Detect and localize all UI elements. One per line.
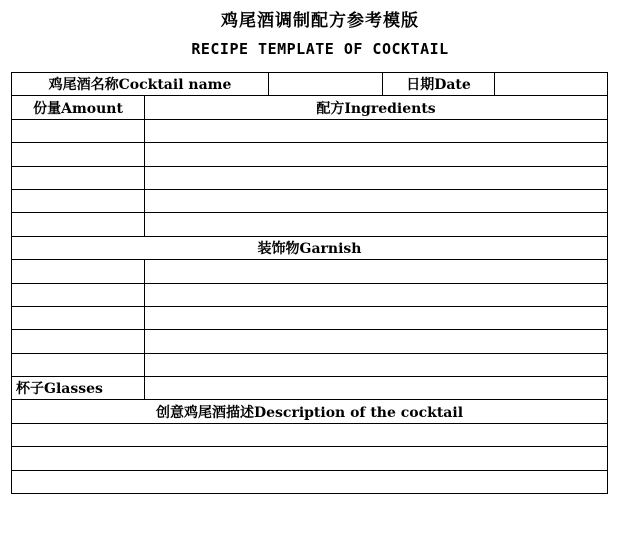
ingredient-cell[interactable] [145,166,608,189]
description-row [12,470,608,493]
date-field[interactable] [495,73,608,96]
garnish-row [12,283,608,306]
cocktail-name-label-text: 鸡尾酒名称Cocktail name [48,77,232,94]
cocktail-name-label [12,73,269,96]
garnish-header: 装饰物Garnish [12,236,608,259]
ingredient-cell[interactable] [145,143,608,166]
ingredient-cell[interactable] [145,189,608,212]
garnish-row [12,306,608,329]
date-label: 日期Date [383,73,495,96]
garnish-amount-cell[interactable] [12,330,145,353]
ingredients-header: 配方Ingredients [145,96,608,119]
description-header-row [12,400,608,423]
page-title-chinese: 鸡尾酒调制配方参考模版 [221,11,419,31]
ingredient-cell[interactable] [145,119,608,142]
glasses-row [12,377,608,400]
garnish-amount-cell[interactable] [12,260,145,283]
description-row [12,423,608,446]
garnish-cell[interactable] [145,306,608,329]
garnish-row [12,330,608,353]
description-row [12,447,608,470]
description-header: 创意鸡尾酒描述Description of the cocktail [12,400,608,423]
amount-cell[interactable] [12,166,145,189]
ingredient-row [12,189,608,212]
garnish-cell[interactable] [145,260,608,283]
page-title-english: RECIPE TEMPLATE OF COCKTAIL [191,40,449,58]
glasses-field[interactable] [145,377,608,400]
garnish-cell[interactable] [145,353,608,376]
garnish-row [12,260,608,283]
amount-cell[interactable] [12,119,145,142]
amount-cell[interactable] [12,143,145,166]
ingredient-cell[interactable] [145,213,608,236]
garnish-cell[interactable] [145,330,608,353]
description-cell[interactable] [12,470,608,493]
ingredients-header-row [12,96,608,119]
ingredient-row [12,143,608,166]
recipe-form-table [11,72,608,494]
glasses-label: 杯子Glasses [12,377,145,400]
ingredient-row [12,119,608,142]
description-cell[interactable] [12,447,608,470]
garnish-amount-cell[interactable] [12,353,145,376]
garnish-amount-cell[interactable] [12,283,145,306]
garnish-row [12,353,608,376]
description-cell[interactable] [12,423,608,446]
name-date-row [12,73,608,96]
ingredient-row [12,166,608,189]
garnish-amount-cell[interactable] [12,306,145,329]
garnish-header-row [12,236,608,259]
amount-cell[interactable] [12,213,145,236]
garnish-cell[interactable] [145,283,608,306]
amount-header: 份量Amount [12,96,145,119]
cocktail-name-field[interactable] [269,73,383,96]
ingredient-row [12,213,608,236]
amount-cell[interactable] [12,189,145,212]
